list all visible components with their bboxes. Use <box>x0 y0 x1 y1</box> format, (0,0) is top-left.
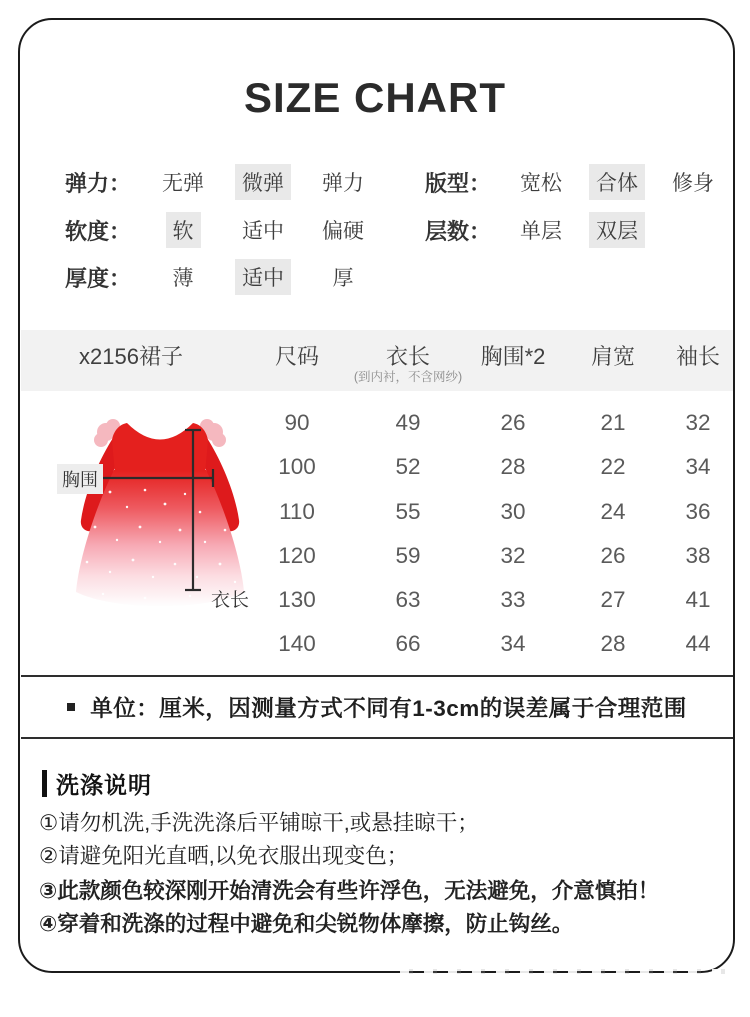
cell-sleeve: 34 <box>685 454 711 480</box>
cell-sleeve: 32 <box>685 410 711 435</box>
cell-size: 100 <box>278 454 316 480</box>
column-header-length: 衣长 <box>385 344 430 369</box>
cell-sleeve: 38 <box>685 542 711 568</box>
column-header-sleeve: 袖长 <box>675 344 720 369</box>
attr-option: 厚 <box>332 267 354 290</box>
cell-shoulder: 24 <box>600 498 626 524</box>
care-item-1: ①请勿机洗,手洗洗涤后平铺晾干,或悬挂晾干； <box>39 811 479 835</box>
cell-size: 130 <box>278 587 316 613</box>
chest-measure-label: 胸围 <box>57 464 103 494</box>
attr-label: 层数： <box>425 218 492 244</box>
attr-option-selected: 合体 <box>589 164 645 200</box>
attr-label: 版型： <box>425 170 492 196</box>
cell-chest: 32 <box>500 542 526 568</box>
care-item-4: ④穿着和洗涤的过程中避免和尖锐物体摩擦，防止钩丝。 <box>39 912 574 936</box>
cell-shoulder: 22 <box>600 454 626 480</box>
unit-note-row <box>21 692 733 722</box>
attr-option-selected: 双层 <box>589 212 645 248</box>
cell-size: 120 <box>278 542 316 568</box>
cell-length: 55 <box>395 498 421 524</box>
cell-size: 110 <box>279 498 315 524</box>
attr-option: 弹力 <box>322 172 364 195</box>
product-name: x2156裙子 <box>79 344 183 369</box>
cell-length: 66 <box>395 631 421 657</box>
cell-length: 49 <box>395 410 421 435</box>
attr-option: 适中 <box>242 220 284 243</box>
cell-size: 90 <box>284 410 310 435</box>
square-bullet-icon <box>67 703 75 711</box>
attr-label: 弹力： <box>65 170 132 196</box>
cell-sleeve: 36 <box>685 498 711 524</box>
cell-length: 52 <box>395 454 421 480</box>
attr-option: 宽松 <box>520 172 562 195</box>
size-table-header <box>21 330 733 391</box>
attr-label: 厚度： <box>65 265 132 291</box>
cell-shoulder: 26 <box>600 542 626 568</box>
column-header-chest: 胸围*2 <box>480 344 546 369</box>
attr-option: 薄 <box>172 267 194 290</box>
cell-chest: 34 <box>500 631 526 657</box>
attr-row-thickness <box>65 262 383 292</box>
column-header-length-note: (到内衬，不含网纱) <box>353 370 463 384</box>
cell-shoulder: 21 <box>600 410 626 435</box>
cell-shoulder: 27 <box>600 587 626 613</box>
unit-note-text: 单位：厘米，因测量方式不同有1-3cm的误差属于合理范围 <box>90 696 687 721</box>
attr-option-selected: 适中 <box>235 259 291 295</box>
column-header-size: 尺码 <box>274 344 319 369</box>
cell-chest: 26 <box>500 410 526 435</box>
cell-size: 140 <box>278 631 316 657</box>
care-item-2: ②请避免阳光直晒,以免衣服出现变色； <box>39 844 409 868</box>
divider-line <box>21 675 733 677</box>
attr-row-fit <box>425 167 731 197</box>
attr-option-selected: 软 <box>166 212 201 248</box>
attr-row-softness <box>65 215 383 245</box>
table-row <box>21 622 733 666</box>
divider-line <box>21 737 733 739</box>
care-heading: 洗涤说明 <box>56 772 152 798</box>
length-measure-label: 衣长 <box>211 590 250 611</box>
column-header-shoulder: 肩宽 <box>590 344 635 369</box>
cell-chest: 28 <box>500 454 526 480</box>
heading-accent-bar <box>42 770 47 797</box>
attr-row-elasticity <box>65 167 383 197</box>
attr-option-selected: 微弹 <box>235 164 291 200</box>
page-title: SIZE CHART <box>244 74 506 121</box>
cell-chest: 33 <box>500 587 526 613</box>
attr-row-layers <box>425 215 655 245</box>
attr-option: 修身 <box>672 172 714 195</box>
cell-sleeve: 44 <box>685 631 711 657</box>
cell-length: 63 <box>395 587 421 613</box>
attr-option: 无弹 <box>162 172 204 195</box>
cell-shoulder: 28 <box>600 631 626 657</box>
watermark-artifact <box>400 969 725 974</box>
cell-sleeve: 41 <box>685 587 711 613</box>
cell-length: 59 <box>395 542 421 568</box>
care-heading-row <box>42 767 152 800</box>
attr-option: 单层 <box>520 220 562 243</box>
care-item-3: ③此款颜色较深刚开始清洗会有些许浮色，无法避免，介意慎拍！ <box>39 879 660 903</box>
cell-chest: 30 <box>500 498 526 524</box>
attr-label: 软度： <box>65 218 132 244</box>
attr-option: 偏硬 <box>322 220 364 243</box>
